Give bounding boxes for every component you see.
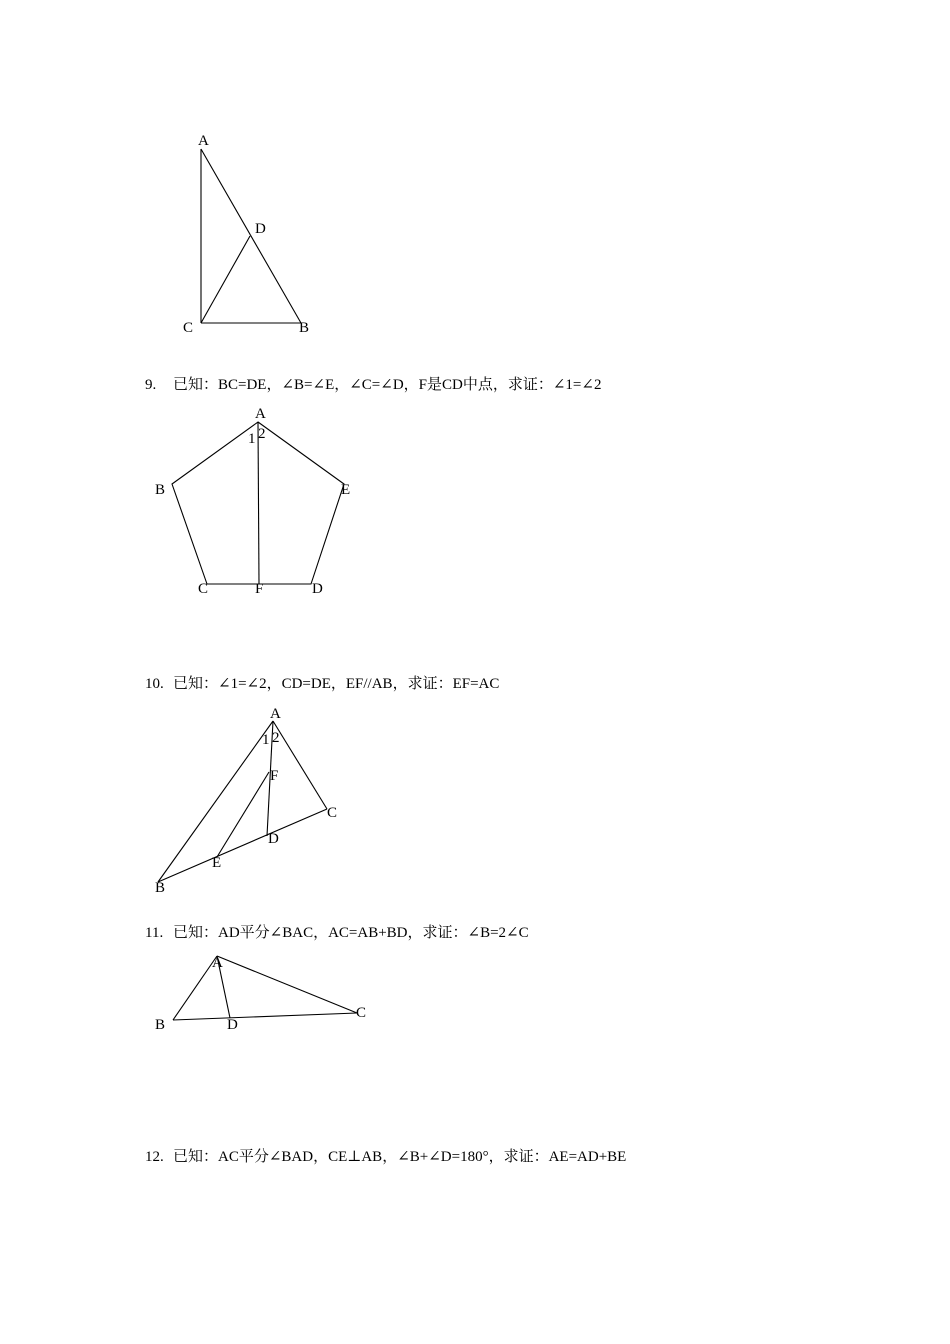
label-d: D [312, 581, 323, 597]
problem-text: 已知：BC=DE，∠B=∠E，∠C=∠D，F是CD中点，求证：∠1=∠2 [173, 377, 602, 393]
label-angle-1: 1 [262, 732, 270, 748]
segment-ac [217, 956, 357, 1013]
problem-text: 已知：AD平分∠BAC，AC=AB+BD，求证：∠B=2∠C [173, 925, 529, 941]
label-a: A [212, 955, 223, 971]
label-e: E [341, 482, 351, 498]
label-b: B [155, 1017, 166, 1033]
label-a: A [255, 406, 266, 422]
problem-text: 已知：AC平分∠BAD，CE⊥AB，∠B+∠D=180°，求证：AE=AD+BE [173, 1149, 627, 1165]
problem-number: 11. [145, 925, 164, 941]
label-f: F [255, 581, 264, 597]
label-b: B [299, 320, 310, 336]
label-a: A [270, 706, 281, 722]
problem-number: 10. [145, 676, 164, 692]
label-angle-2: 2 [258, 426, 266, 442]
label-b: B [155, 482, 166, 498]
label-f: F [270, 768, 279, 784]
label-d: D [255, 221, 266, 237]
segment-ab [173, 956, 217, 1020]
label-d: D [268, 831, 279, 847]
label-c: C [327, 805, 338, 821]
label-c: C [198, 581, 209, 597]
label-d: D [227, 1017, 238, 1033]
problem-text: 已知：∠1=∠2，CD=DE，EF//AB，求证：EF=AC [173, 676, 500, 692]
segment-bc [173, 1013, 357, 1020]
label-a: A [198, 133, 209, 149]
label-angle-1: 1 [248, 431, 256, 447]
problem-12 [145, 1147, 626, 1167]
problem-number: 12. [145, 1149, 164, 1165]
label-c: C [356, 1005, 367, 1021]
problem-number: 9. [145, 377, 157, 393]
label-angle-2: 2 [272, 730, 280, 746]
label-c: C [183, 320, 194, 336]
label-b: B [155, 880, 166, 896]
label-e: E [212, 855, 222, 871]
